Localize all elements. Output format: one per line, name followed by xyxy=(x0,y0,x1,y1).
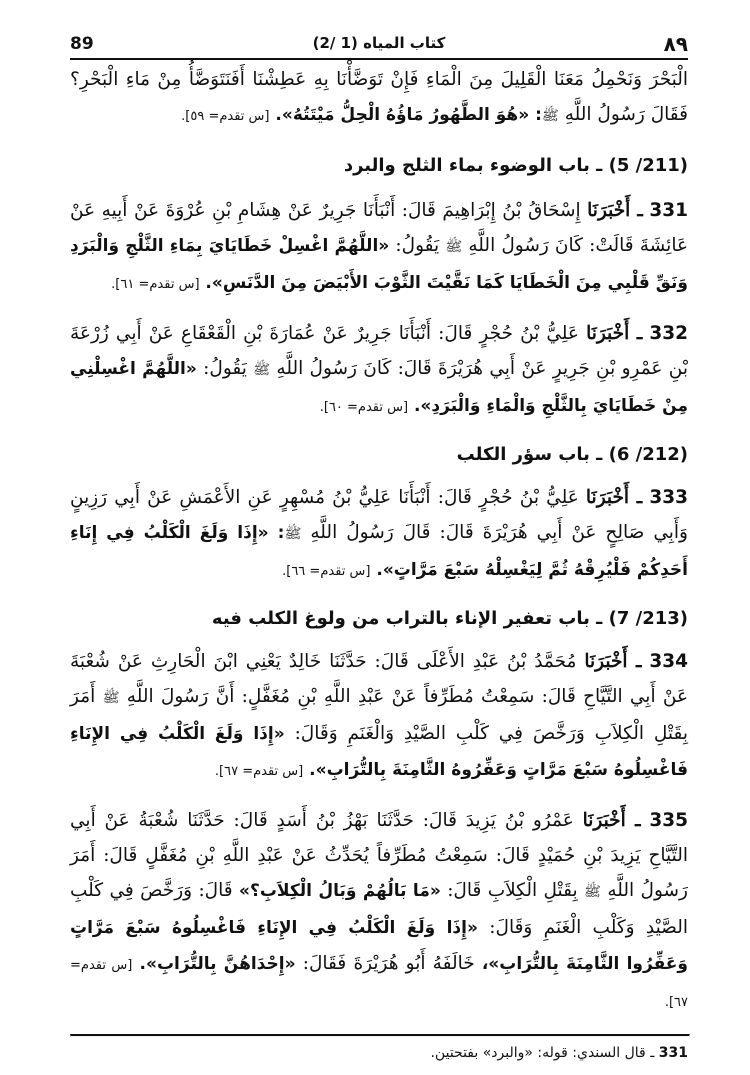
main-text xyxy=(70,62,688,1020)
salutation-glyph: ﷺ xyxy=(541,108,559,124)
narration-text: يَقُولُ: xyxy=(395,235,440,256)
hadith-quote: «إِذَا وَلَغَ الْكَلْبُ فِي الإِنَاءِ فَاغْسِلُوهُ سَبْعَ مَرَّاتٍ وَعَفِّرُوهُ الثَّامِنَةَ بِالتُّرَابِ». xyxy=(70,724,688,780)
narration-text: خَالَفَهُ أَبُو هُرَيْرَةَ فَقَالَ: xyxy=(302,953,475,974)
paragraph-text: الْبَحْرَ وَنَحْمِلُ مَعَنَا الْقَلِيلَ مِنَ الْمَاءِ فَإِنْ تَوَضَّأْنَا بِهِ عَطِشْنَا أَفَنَتَوَضَّأُ مِنْ مَاءِ الْبَحْرِ؟ فَقَالَ رَسُولُ اللَّهِ xyxy=(70,69,688,125)
hadith-number: 333 xyxy=(649,487,688,508)
hadith-number: 332 xyxy=(649,323,688,344)
narration-opener: ـ أَخْبَرَنَا xyxy=(584,651,642,672)
hadith-quote: : «إِذَا وَلَغَ الْكَلْبُ فِي إِنَاءِ أَحَدِكُمْ فَلْيُرِقْهُ ثُمَّ لِيَغْسِلْهُ سَبْعَ مَرَّاتٍ». xyxy=(70,523,688,580)
narration-opener: ـ أَخْبَرَنَا xyxy=(587,200,643,221)
narration-text: بِقَتْلِ الْكِلاَبِ قَالَ: xyxy=(447,880,578,901)
cross-reference: [س تقدم= ٦٧]. xyxy=(70,958,688,1010)
book-page xyxy=(70,30,688,1061)
hadith-entry xyxy=(70,316,688,425)
hadith-quote: «اللَّهُمَّ اغْسِلْ خَطَايَايَ بِمَاءِ الثَّلْجِ وَالْبَرَدِ وَنَقِّ قَلْبِي مِنَ الْخَطَايَا كَمَا نَقَّيْتَ الثَّوْبَ الأَبْيَضَ مِنَ الدَّنَسِ». xyxy=(70,236,688,293)
salutation-glyph: ﷺ xyxy=(445,239,463,255)
cross-reference: [س تقدم= ٦٠]. xyxy=(319,400,409,415)
footnote-number: 331 xyxy=(658,1045,688,1061)
hadith-quote: «مَا بَالُهُمْ وَبَالُ الْكِلاَبِ؟» xyxy=(238,881,441,901)
running-title: (2/ 1) كتاب المياه xyxy=(312,34,446,52)
narration-text: قَالَ: وَرَخَّصَ فِي كَلْبِ الصَّيْدِ وَكَلْبِ الْغَنَمِ وَقَالَ: xyxy=(70,880,688,938)
page-number-arabic: ٨٩ xyxy=(663,32,688,56)
cross-reference: [س تقدم= ٥٩]. xyxy=(181,109,270,124)
hadith-number: 331 xyxy=(649,200,688,221)
page-number-latin: 89 xyxy=(70,34,94,54)
salutation-glyph: ﷺ xyxy=(284,526,302,542)
chapter-heading: (211/ 5) ـ باب الوضوء بماء الثلج والبرد xyxy=(343,155,688,176)
narration-opener: ـ أَخْبَرَنَا xyxy=(582,810,641,831)
isnad-text: إِسْحَاقُ بْنُ إِبْرَاهِيمَ قَالَ: أَنْبَأَنَا جَرِيرٌ عَنْ هِشَامِ بْنِ عُرْوَةَ عَنْ أَبِيهِ عَنْ عَائِشَةَ قَالَتْ: كَانَ رَسُولُ اللَّهِ xyxy=(70,200,688,256)
cross-reference: [س تقدم= ٦٧]. xyxy=(214,764,304,779)
footnote xyxy=(70,1045,688,1061)
narration-text: أَمَرَ بِقَتْلِ الْكِلاَبِ وَرَخَّصَ فِي كَلْبِ الصَّيْدِ وَالْغَنَمِ وَقَالَ: xyxy=(70,686,688,744)
cross-reference: [س تقدم= ٦٦]. xyxy=(282,564,371,579)
hadith-entry xyxy=(70,803,688,1020)
salutation-glyph: ﷺ xyxy=(253,362,271,378)
hadith-quote: «إِذَا وَلَغَ الْكَلْبُ فِي الإِنَاءِ فَاغْسِلُوهُ سَبْعَ مَرَّاتٍ وَعَفِّرُوا الثَّامِنَةَ بِالتُّرَابِ»، xyxy=(70,918,688,974)
page-header xyxy=(70,30,688,60)
isnad-text: مُحَمَّدُ بْنُ عَبْدِ الأَعْلَى قَالَ: حَدَّثَنَا خَالِدٌ يَعْنِي ابْنَ الْحَارِثِ عَنْ شُعْبَةَ عَنْ أَبِي التَّيَّاحِ قَالَ: سَمِعْتُ مُطَرِّفاً عَنْ عَبْدِ اللَّهِ بْنِ مُغَفَّلٍ: أَنَّ رَسُولَ اللَّهِ xyxy=(70,651,688,707)
chapter-heading: (213/ 7) ـ باب تعفير الإناء بالتراب من ولوغ الكلب فيه xyxy=(211,608,688,629)
footnote-separator xyxy=(70,1034,690,1037)
isnad-text: عَمْرُو بْنُ يَزِيدَ قَالَ: حَدَّثَنَا بَهْزُ بْنُ أَسَدٍ قَالَ: حَدَّثَنَا شُعْبَةُ عَنْ أَبِي التَّيَّاحِ يَزِيدَ بْنِ حُمَيْدٍ قَالَ: سَمِعْتُ مُطَرِّفاً يُحَدِّثُ عَنْ عَبْدِ اللَّهِ بْنِ مُغَفَّلٍ قَالَ: أَمَرَ رَسُولُ اللَّهِ xyxy=(70,810,688,901)
isnad-text: عَلِيُّ بْنُ حُجْرٍ قَالَ: أَنْبَأَنَا عَلِيُّ بْنُ مُسْهِرٍ عَنِ الأَعْمَشِ عَنْ أَبِي رَزِينٍ وَأَبِي صَالِحٍ عَنْ أَبِي هُرَيْرَةَ قَالَ: قَالَ رَسُولُ اللَّهِ xyxy=(70,487,688,543)
narration-text: يَقُولُ: xyxy=(203,358,247,379)
hadith-entry xyxy=(70,193,688,302)
footnote-text: ـ قال السندي: قوله: «والبرد» بفتحتين. xyxy=(430,1045,655,1061)
hadith-quote: «إِحْدَاهُنَّ بِالتُّرَابِ». xyxy=(139,954,296,974)
hadith-quote: «اللَّهُمَّ اغْسِلْنِي مِنْ خَطَايَايَ بِالثَّلْجِ وَالْمَاءِ وَالْبَرَدِ». xyxy=(70,359,688,416)
cross-reference: [س تقدم= ٦١]. xyxy=(111,277,200,292)
narration-opener: ـ أَخْبَرَنَا xyxy=(585,487,643,508)
hadith-entry xyxy=(70,480,688,589)
hadith-number: 334 xyxy=(649,651,688,672)
salutation-glyph: ﷺ xyxy=(102,690,120,706)
hadith-entry xyxy=(70,644,688,789)
isnad-text: عَلِيُّ بْنُ حُجْرٍ قَالَ: أَنْبَأَنَا جَرِيرٌ عَنْ عُمَارَةَ بْنِ الْقَعْقَاعِ عَنْ أَبِي زُرْعَةَ بْنِ عَمْرِو بْنِ جَرِيرٍ عَنْ أَبِي هُرَيْرَةَ قَالَ: كَانَ رَسُولُ اللَّهِ xyxy=(70,323,688,379)
hadith-quote: : «هُوَ الطَّهُورُ مَاؤُهُ الْحِلُّ مَيْتَتُهُ». xyxy=(275,105,542,125)
hadith-number: 335 xyxy=(649,810,689,831)
chapter-heading: (212/ 6) ـ باب سؤر الكلب xyxy=(456,444,688,465)
continued-paragraph xyxy=(70,62,688,134)
salutation-glyph: ﷺ xyxy=(584,884,601,900)
narration-opener: ـ أَخْبَرَنَا xyxy=(586,323,643,344)
